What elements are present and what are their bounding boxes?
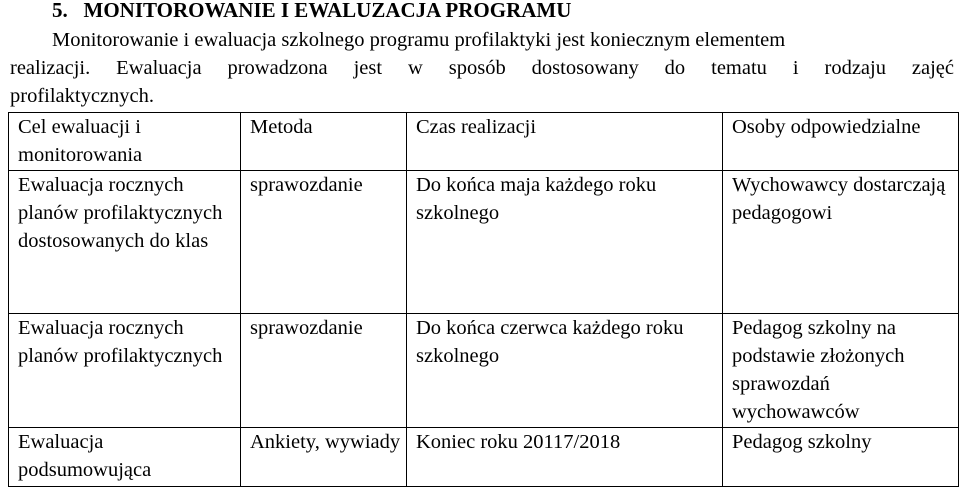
cell-responsible: Pedagog szkolny na podstawie złożonych sprawozdań wychowawców	[723, 314, 959, 428]
cell-method: sprawozdanie	[241, 314, 407, 428]
cell-time: Koniec roku 20117/2018	[407, 428, 723, 487]
intro-line-3: profilaktycznych.	[10, 85, 155, 107]
intro-paragraph	[10, 26, 954, 110]
cell-goal: Ewaluacja podsumowująca	[9, 428, 241, 487]
intro-line-1: Monitorowanie i ewaluacja szkolnego programu profilaktyki jest koniecznym elementem	[52, 29, 786, 51]
cell-time: Do końca maja każdego roku szkolnego	[407, 171, 723, 314]
table-row	[9, 314, 959, 428]
cell-responsible: Wychowawcy dostarczają pedagogowi	[723, 171, 959, 314]
cell-goal: Ewaluacja rocznych planów profilaktycznych dostosowanych do klas	[9, 171, 241, 314]
table-row	[9, 428, 959, 487]
table-header-row	[9, 113, 959, 171]
header-responsible: Osoby odpowiedzialne	[723, 113, 959, 171]
header-goal: Cel ewaluacji i monitorowania	[9, 113, 241, 171]
header-time: Czas realizacji	[407, 113, 723, 171]
cell-method: Ankiety, wywiady	[241, 428, 407, 487]
intro-line-2: realizacji. Ewaluacja prowadzona jest w sposób dostosowany do tematu i rodzaju zajęć	[10, 57, 954, 79]
section-title: MONITOROWANIE I EWALUZACJA PROGRAMU	[83, 0, 572, 22]
cell-responsible: Pedagog szkolny	[723, 428, 959, 487]
cell-method: sprawozdanie	[241, 171, 407, 314]
section-heading	[52, 0, 571, 22]
header-method: Metoda	[241, 113, 407, 171]
cell-goal: Ewaluacja rocznych planów profilaktycznych	[9, 314, 241, 428]
table-row	[9, 171, 959, 314]
evaluation-table	[8, 112, 959, 487]
cell-time: Do końca czerwca każdego roku szkolnego	[407, 314, 723, 428]
section-number: 5.	[52, 0, 68, 22]
